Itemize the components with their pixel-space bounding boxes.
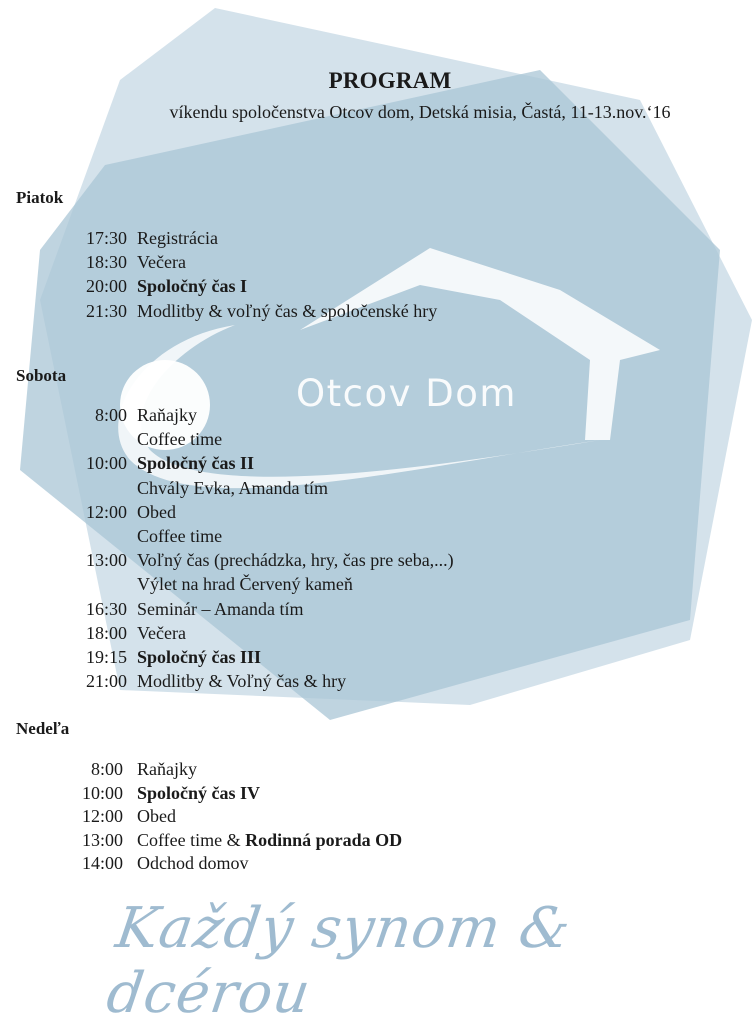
activity: Večera	[137, 622, 186, 643]
time: 12:00	[81, 806, 123, 827]
activity-text: Coffee time &	[137, 829, 246, 850]
activity	[123, 829, 402, 853]
schedule-row	[70, 476, 454, 500]
activity: Voľný čas (prechádzka, hry, čas pre seba,...)	[137, 550, 454, 571]
time: 8:00	[90, 759, 123, 779]
activity: Spoločný čas II	[137, 453, 255, 474]
watermark-logo-text: Otcov Dom	[296, 372, 517, 415]
time: 8:00	[94, 405, 127, 425]
schedule-row	[70, 621, 454, 645]
time: 16:30	[85, 598, 127, 619]
activity: Výlet na hrad Červený kameň	[137, 574, 353, 595]
activity: Raňajky	[137, 405, 197, 425]
schedule-row	[70, 274, 437, 298]
time: 18:00	[85, 622, 127, 643]
schedule-row	[70, 524, 454, 548]
schedule-row	[66, 852, 402, 876]
activity: Raňajky	[137, 759, 197, 779]
schedule-row	[66, 758, 402, 782]
time	[70, 524, 127, 548]
activity-bold-text: Rodinná porada OD	[245, 829, 403, 850]
time: 17:30	[85, 228, 127, 248]
time	[70, 427, 127, 451]
schedule-sobota	[70, 403, 454, 693]
schedule-row	[66, 782, 402, 806]
activity: Coffee time	[137, 526, 223, 547]
time: 13:00	[81, 829, 123, 850]
schedule-row	[70, 597, 454, 621]
schedule-row	[70, 500, 454, 524]
time: 13:00	[85, 550, 127, 571]
schedule-row	[70, 572, 454, 596]
schedule-row	[70, 451, 454, 475]
activity: Spoločný čas III	[137, 647, 262, 668]
activity: Seminár – Amanda tím	[137, 598, 304, 619]
schedule-row	[70, 299, 437, 323]
day-heading-sobota: Sobota	[16, 366, 67, 385]
activity: Modlitby & voľný čas & spoločenské hry	[137, 300, 438, 321]
time: 14:00	[81, 853, 123, 874]
activity: Registrácia	[137, 228, 218, 248]
time: 21:00	[85, 671, 127, 692]
schedule-row	[70, 427, 454, 451]
day-heading-piatok: Piatok	[16, 188, 64, 207]
schedule-row	[70, 226, 437, 250]
schedule-row	[66, 805, 402, 829]
schedule-row	[70, 645, 454, 669]
time: 10:00	[81, 782, 123, 803]
activity: Spoločný čas I	[137, 276, 248, 297]
schedule-row	[70, 403, 454, 427]
time: 19:15	[85, 647, 127, 668]
watermark-motto: Každý synom & dcérou	[102, 896, 576, 1026]
time: 21:30	[85, 300, 127, 321]
time: 10:00	[85, 453, 127, 474]
time	[70, 572, 127, 596]
activity: Obed	[137, 806, 176, 827]
activity: Obed	[137, 501, 176, 522]
schedule-nedela	[66, 758, 402, 876]
activity: Odchod domov	[137, 853, 249, 874]
time	[70, 476, 127, 500]
activity: Coffee time	[137, 429, 223, 450]
schedule-piatok	[70, 226, 437, 323]
page-subtitle: víkendu spoločenstva Otcov dom, Detská misia, Častá, 11-13.nov.‘16	[169, 102, 671, 122]
schedule-row	[70, 548, 454, 572]
activity: Modlitby & Voľný čas & hry	[137, 671, 347, 692]
activity: Chvály Evka, Amanda tím	[137, 477, 328, 498]
schedule-row	[70, 669, 454, 693]
time: 20:00	[85, 276, 127, 297]
page-title: PROGRAM	[328, 68, 452, 93]
schedule-row	[70, 250, 437, 274]
schedule-row	[66, 829, 402, 853]
time: 18:30	[85, 252, 127, 273]
time: 12:00	[85, 501, 127, 522]
activity: Spoločný čas IV	[137, 782, 261, 803]
activity: Večera	[137, 252, 186, 273]
day-heading-nedela: Nedeľa	[16, 719, 70, 738]
